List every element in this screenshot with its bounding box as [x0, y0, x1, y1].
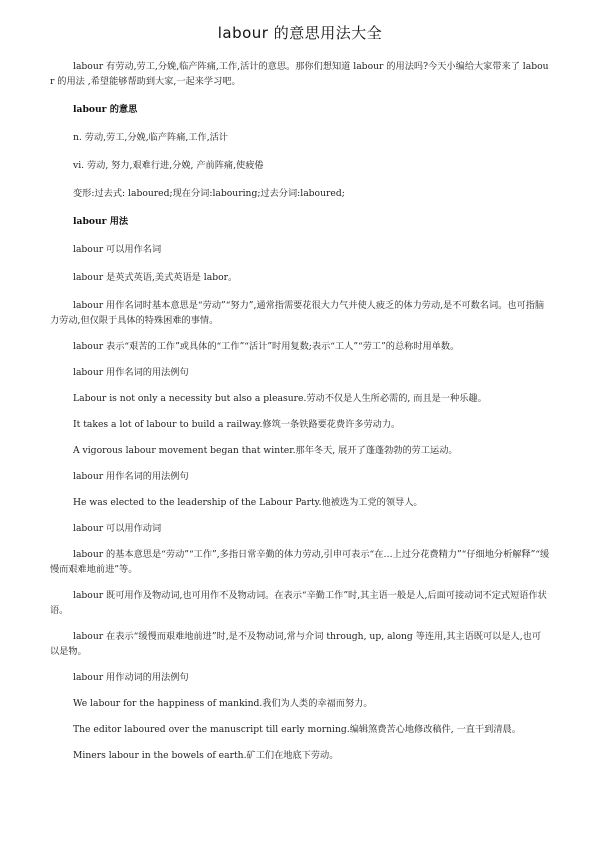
document-title: labour 的意思用法大全 [217, 24, 383, 42]
section-heading-usage: labour 用法 [73, 216, 129, 227]
paragraph: labour 可以用作动词 [73, 523, 162, 534]
paragraph: labour 既可用作及物动词,也可用作不及物动词。在表示“辛勤工作”时,其主语一般是人,后面可接动词不定式短语作状语。 [50, 590, 547, 616]
inflections: 变形:过去式: laboured;现在分词:labouring;过去分词:laboured; [73, 188, 345, 199]
example-heading: labour 用作名词的用法例句 [73, 471, 189, 482]
paragraph: labour 可以用作名词 [73, 244, 162, 255]
example-sentence: It takes a lot of labour to build a railway.修筑一条铁路要花费许多劳动力。 [73, 419, 401, 430]
example-sentence: A vigorous labour movement began that winter.那年冬天, 展开了蓬蓬勃勃的劳工运动。 [73, 445, 458, 456]
definition-verb: vi. 劳动, 努力,艰难行进,分娩, 产前阵痛,使疲倦 [73, 160, 264, 171]
section-heading-meaning: labour 的意思 [73, 104, 138, 115]
example-sentence: The editor laboured over the manuscript till early morning.编辑煞费苦心地修改稿件, 一直干到清晨。 [73, 724, 521, 735]
example-heading: labour 用作动词的用法例句 [73, 672, 189, 683]
example-sentence: He was elected to the leadership of the Labour Party.他被选为工党的领导人。 [73, 497, 423, 508]
example-sentence: We labour for the happiness of mankind.我们为人类的幸福而努力。 [73, 698, 373, 709]
example-sentence: Miners labour in the bowels of earth.矿工们在地底下劳动。 [73, 750, 339, 761]
paragraph: labour 在表示“缓慢而艰难地前进”时,是不及物动词,常与介词 through, up, along 等连用,其主语既可以是人,也可以是物。 [50, 631, 542, 657]
example-heading: labour 用作名词的用法例句 [73, 367, 189, 378]
paragraph: labour 是英式英语,美式英语是 labor。 [73, 272, 238, 283]
definition-noun: n. 劳动,劳工,分娩,临产阵痛,工作,活计 [73, 132, 228, 143]
paragraph: labour 用作名词时基本意思是“劳动”“努力”,通常指需要花很大力气并使人疲乏的体力劳动,是不可数名词。也可指脑力劳动,但仅限于具体的特殊困难的事情。 [50, 300, 545, 326]
example-sentence: Labour is not only a necessity but also a pleasure.劳动不仅是人生所必需的, 而且是一种乐趣。 [73, 393, 487, 404]
paragraph: labour 表示“艰苦的工作”或具体的“工作”“活计”时用复数;表示“工人”“劳工”的总称时用单数。 [73, 341, 460, 352]
intro-paragraph: labour 有劳动,劳工,分娩,临产阵痛,工作,活计的意思。那你们想知道 labour 的用法吗?今天小编给大家带来了 labour 的用法 ,希望能够帮助到大家,一起来学习吧。 [50, 61, 549, 87]
paragraph: labour 的基本意思是“劳动”“工作”,多指日常辛勤的体力劳动,引申可表示“在…上过分花费精力”“仔细地分析解释”“缓慢而艰难地前进”等。 [50, 549, 550, 575]
